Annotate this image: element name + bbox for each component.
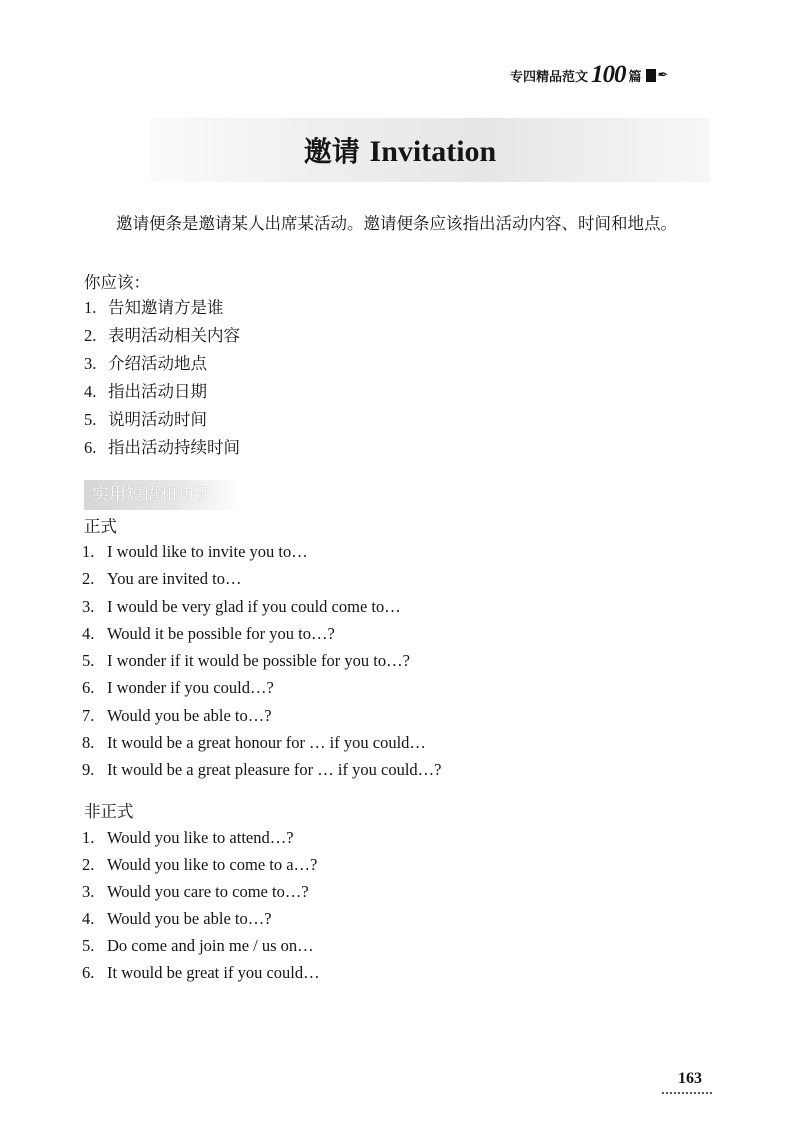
guideline-item-text: 表明活动相关内容 [108,326,240,345]
guideline-item [84,378,240,406]
title-zh: 邀请 [303,135,360,168]
formal-phrase-item-number: 6. [82,678,95,698]
informal-phrase-item [82,905,320,932]
formal-phrase-item [82,538,441,565]
section-heading: 实用短语和句子 [84,480,244,510]
series-unit: 篇 [628,69,642,85]
intro-paragraph: 邀请便条是邀请某人出席某活动。邀请便条应该指出活动内容、时间和地点。 [116,214,677,233]
formal-phrase-item-text: I wonder if you could…? [107,678,274,698]
page-title [0,130,800,170]
formal-phrase-item-text: I wonder if it would be possible for you to…? [107,651,410,671]
informal-phrase-item-text: It would be great if you could… [107,963,320,982]
informal-phrase-item-number: 1. [82,828,95,847]
guideline-item-text: 告知邀请方是谁 [108,298,224,317]
page-number: 163 [678,1070,702,1087]
guideline-item-text: 介绍活动地点 [108,354,207,373]
informal-phrase-item [82,959,320,986]
formal-phrase-item-number: 7. [82,705,95,725]
informal-phrase-item-number: 4. [82,909,95,928]
informal-phrase-item [82,851,320,878]
formal-phrase-item [82,702,441,729]
informal-phrase-item-text: Would you be able to…? [107,909,272,928]
informal-phrase-item-number: 2. [82,855,95,874]
guideline-item-text: 指出活动日期 [108,382,207,401]
formal-phrase-item-number: 3. [82,596,95,616]
formal-phrase-list [82,538,441,784]
guideline-item-number: 2. [84,326,97,345]
guideline-list [84,294,240,462]
formal-phrase-item-text: Would you be able to…? [107,705,272,725]
formal-phrase-item-number: 9. [82,760,95,780]
informal-phrase-item-number: 6. [82,963,95,982]
formal-phrase-item-text: I would like to invite you to… [107,542,308,561]
formal-phrase-item-text: It would be a great honour for … if you could… [107,733,426,753]
guideline-item-number: 6. [84,438,97,457]
informal-phrase-item [82,824,320,851]
guideline-item [84,322,240,350]
guideline-item [84,434,240,462]
black-square-icon [646,69,656,82]
informal-phrase-item-number: 5. [82,936,95,955]
formal-phrase-item-number: 5. [82,651,95,671]
you-should-label: 你应该： [84,273,150,292]
formal-phrase-item [82,620,441,647]
guideline-item-number: 5. [84,410,97,429]
series-count: 100 [591,61,626,88]
informal-phrase-item-text: Would you care to come to…? [107,882,309,901]
formal-phrase-item-number: 8. [82,733,95,753]
informal-phrase-item-text: Would you like to attend…? [107,828,294,847]
informal-phrase-item [82,878,320,905]
guideline-item-text: 指出活动持续时间 [108,438,240,457]
informal-label: 非正式 [84,802,134,821]
formal-phrase-item [82,674,441,701]
guideline-item-number: 4. [84,382,97,401]
formal-phrase-item [82,593,441,620]
formal-phrase-item [82,647,441,674]
informal-phrase-item-number: 3. [82,882,95,901]
formal-phrase-item [82,756,441,783]
informal-phrase-list [82,824,320,986]
guideline-item-number: 1. [84,298,97,317]
running-header [510,62,668,88]
title-en: Invitation [369,135,497,168]
formal-phrase-item-number: 4. [82,623,95,643]
formal-phrase-item-text: I would be very glad if you could come to… [107,596,401,616]
formal-phrase-item-number: 2. [82,569,95,589]
formal-phrase-item [82,565,441,592]
formal-phrase-item [82,729,441,756]
formal-phrase-item-number: 1. [82,542,95,561]
informal-phrase-item [82,932,320,959]
informal-phrase-item-text: Would you like to come to a…? [107,855,318,874]
guideline-item [84,406,240,434]
formal-phrase-item-text: You are invited to… [107,569,242,589]
guideline-item-number: 3. [84,354,97,373]
informal-phrase-item-text: Do come and join me / us on… [107,936,314,955]
formal-label: 正式 [84,517,117,536]
pen-icon: ✒ [657,67,669,83]
guideline-item [84,350,240,378]
formal-phrase-item-text: Would it be possible for you to…? [107,623,335,643]
guideline-item-text: 说明活动时间 [108,410,207,429]
formal-phrase-item-text: It would be a great pleasure for … if you could…? [107,760,442,780]
series-title: 专四精品范文 [510,69,589,85]
guideline-item [84,294,240,322]
page-number-rule [662,1092,712,1094]
